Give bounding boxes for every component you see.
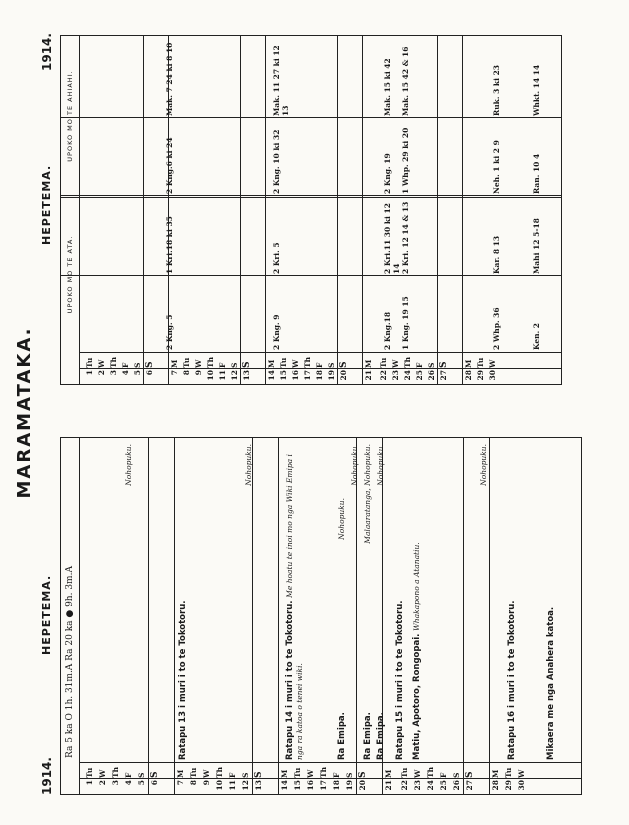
lesson-pm-1-day-13: 2 Kng. 10 ki 32 — [272, 129, 281, 194]
day-number: 20 — [339, 370, 348, 381]
year-left: 1914. — [40, 757, 54, 795]
weekday-letter: S — [137, 772, 146, 778]
divider — [79, 762, 581, 763]
week-rule — [148, 438, 149, 794]
day-number: 19 — [345, 780, 354, 791]
weekday-letter: Th — [109, 356, 118, 368]
weekday-letter: F — [415, 362, 424, 368]
weekday-letter: S — [254, 771, 264, 778]
lesson-am-1-day-20: 2 Kng.18 — [383, 311, 392, 350]
day-number: 17 — [303, 370, 312, 381]
day-number: 28 — [464, 370, 473, 381]
weekday-letter: Th — [215, 766, 224, 778]
divider — [61, 197, 561, 198]
weekday-letter: M — [364, 359, 373, 368]
lesson-pm-2-day-6: Mak. 7 24 ki 8 10 — [165, 42, 174, 116]
weekday-letter: Th — [111, 766, 120, 778]
weekday-letter: S — [345, 772, 354, 778]
year-right: 1914. — [40, 33, 54, 71]
divider — [61, 195, 561, 196]
lesson-am-2-day-13: 2 Kri. 5 — [272, 242, 281, 274]
day-number: 26 — [452, 780, 461, 791]
day-number: 12 — [241, 780, 250, 791]
day-number: 3 — [111, 780, 120, 786]
weekday-letter: Tu — [189, 767, 198, 778]
day-number: 22 — [400, 780, 409, 791]
weekday-letter: W — [98, 769, 107, 778]
weekday-letter: F — [439, 772, 448, 778]
day-number: 2 — [97, 370, 106, 376]
event-title: Ratapu 14 i muri i to te Tokotoru. — [285, 600, 295, 760]
day-number: 13 — [254, 780, 263, 791]
note-day-4: Nohopuku. — [124, 444, 133, 486]
weekday-letter: M — [464, 359, 473, 368]
weekday-letter: W — [391, 359, 400, 368]
lesson-pm-2-day-13: Mak. 11 27 ki 12 13 — [272, 45, 290, 116]
day-number: 23 — [391, 370, 400, 381]
lesson-pm-1-day-21: 1 Whp. 29 ki 20 — [401, 127, 410, 194]
lesson-pm-2-day-21: Mak. 15 42 & 16 — [401, 46, 410, 116]
weekday-letter: S — [452, 772, 461, 778]
day-number: 22 — [379, 370, 388, 381]
event-day-16: Ra Emipa. — [337, 712, 347, 760]
day-number: 10 — [215, 780, 224, 791]
weekday-letter: S — [150, 771, 160, 778]
lesson-pm-1-day-20: 2 Kng. 19 — [383, 153, 392, 194]
day-number: 4 — [124, 780, 133, 786]
weekday-letter: Tu — [504, 767, 513, 778]
weekday-letter: M — [280, 769, 289, 778]
lesson-pm-1-day-6: 2 Kng.6 ki 24 — [165, 137, 174, 194]
week-rule — [265, 36, 266, 384]
lesson-am-2-day-20: 2 Kri.11 30 ki 12 14 — [383, 203, 401, 274]
weekday-letter: S — [465, 771, 475, 778]
note-day-25: Nohopuku. — [479, 444, 488, 486]
day-number: 30 — [517, 780, 526, 791]
weekday-letter: S — [339, 361, 349, 368]
lesson-am-2-day-21: 2 Kri. 12 14 & 13 — [401, 201, 410, 274]
week-rule — [463, 438, 464, 794]
weekday-letter: S — [439, 361, 449, 368]
weekday-letter: M — [491, 769, 500, 778]
event-note: Whakapono a Atanatiu. — [412, 542, 421, 631]
weekday-letter: Tu — [85, 767, 94, 778]
weekday-letter: F — [124, 772, 133, 778]
event-day-6: Ratapu 13 i muri i to te Tokotoru. — [178, 600, 188, 760]
week-rule — [356, 438, 357, 794]
event-title: Matiu, Apotoro, Rongopai. — [412, 633, 422, 760]
note-day-11: Nohopuku. — [244, 444, 253, 486]
lesson-pm-2-day-29: Whkt. 14 14 — [532, 64, 541, 116]
event-day-20: Ratapu 15 i muri i to te Tokotoru. — [395, 600, 405, 760]
day-number: 23 — [413, 780, 422, 791]
weekday-letter: S — [242, 361, 252, 368]
day-number: 26 — [427, 370, 436, 381]
weekday-letter: M — [170, 359, 179, 368]
note-day-19: Nohopuku. — [376, 444, 385, 486]
weekday-letter: S — [327, 362, 336, 368]
weekday-letter: Tu — [400, 767, 409, 778]
weekday-letter: W — [291, 359, 300, 368]
weekday-letter: W — [517, 769, 526, 778]
day-number: 15 — [279, 370, 288, 381]
weekday-letter: F — [218, 362, 227, 368]
note-day-18: Malaaratanga, Nohopuku. — [363, 444, 372, 544]
day-number: 14 — [267, 370, 276, 381]
divider — [79, 368, 561, 369]
event-day-21 — [412, 442, 422, 760]
weekday-letter: S — [145, 361, 155, 368]
day-number: 18 — [315, 370, 324, 381]
day-number: 27 — [439, 370, 448, 381]
lessons-page-right — [60, 35, 562, 385]
day-number: 16 — [306, 780, 315, 791]
lesson-am-1-day-27: 2 Whp. 36 — [492, 307, 501, 350]
weekday-letter: Th — [426, 766, 435, 778]
day-number: 13 — [242, 370, 251, 381]
day-number: 19 — [327, 370, 336, 381]
lesson-am-1-day-21: 1 Kng. 19 15 — [401, 296, 410, 350]
weekday-letter: W — [202, 769, 211, 778]
day-number: 25 — [415, 370, 424, 381]
divider — [61, 117, 561, 118]
event-day-18: Ra Emipa. — [363, 712, 373, 760]
lesson-pm-2-day-20: Mak. 15 ki 42 — [383, 58, 392, 116]
lesson-am-2-day-6: 1 Kri.18 ki 35 — [165, 216, 174, 274]
day-number: 8 — [189, 780, 198, 786]
weekday-letter: S — [358, 771, 368, 778]
day-number: 21 — [384, 780, 393, 791]
header-rule — [79, 36, 80, 384]
weekday-letter: Tu — [379, 357, 388, 368]
month-right: HEPETEMA. — [40, 164, 53, 245]
weekday-letter: Tu — [85, 357, 94, 368]
day-number: 15 — [293, 780, 302, 791]
day-number: 11 — [228, 780, 237, 791]
week-rule — [462, 36, 463, 384]
day-number: 14 — [280, 780, 289, 791]
weekday-letter: W — [194, 359, 203, 368]
event-day-13 — [285, 442, 305, 760]
weekday-letter: Tu — [293, 767, 302, 778]
day-number: 8 — [182, 370, 191, 376]
weekday-letter: Th — [403, 356, 412, 368]
week-rule — [489, 438, 490, 794]
divider — [79, 778, 581, 779]
day-number: 3 — [109, 370, 118, 376]
weekday-letter: S — [241, 772, 250, 778]
day-number: 10 — [206, 370, 215, 381]
page-title: MARAMATAKA. — [14, 326, 35, 499]
week-rule — [252, 438, 253, 794]
day-number: 6 — [145, 370, 154, 376]
divider — [79, 352, 561, 353]
lesson-am-1-day-29: Ken. 2 — [532, 322, 541, 350]
weekday-letter: S — [230, 362, 239, 368]
week-rule — [174, 438, 175, 794]
calendar-page-left — [60, 437, 582, 795]
day-number: 30 — [488, 370, 497, 381]
day-number: 6 — [150, 780, 159, 786]
weekday-letter: M — [267, 359, 276, 368]
day-number: 17 — [319, 780, 328, 791]
event-day-19: Ra Emipa. — [376, 712, 386, 760]
weekday-letter: Th — [303, 356, 312, 368]
weekday-letter: F — [315, 362, 324, 368]
weekday-letter: W — [413, 769, 422, 778]
weekday-letter: Th — [319, 766, 328, 778]
day-number: 25 — [439, 780, 448, 791]
day-number: 21 — [364, 370, 373, 381]
weekday-letter: F — [228, 772, 237, 778]
weekday-letter: Th — [206, 356, 215, 368]
day-number: 5 — [137, 780, 146, 786]
week-rule — [143, 36, 144, 384]
note-day-17: Nohopuku. — [350, 444, 359, 486]
week-rule — [437, 36, 438, 384]
day-number: 29 — [476, 370, 485, 381]
day-number: 28 — [491, 780, 500, 791]
moon-phases: Ra 5 ka O 1h. 31m.A Ra 20 ka ● 9h. 3m.A — [61, 438, 80, 794]
day-number: 1 — [85, 370, 94, 376]
weekday-letter: F — [121, 362, 130, 368]
weekday-letter: F — [332, 772, 341, 778]
event-day-29: Mikaera me nga Anahera katoa. — [546, 606, 556, 760]
lesson-am-2-day-27: Kar. 8 13 — [492, 235, 501, 274]
week-rule — [278, 438, 279, 794]
day-number: 24 — [403, 370, 412, 381]
day-number: 7 — [170, 370, 179, 376]
weekday-letter: W — [488, 359, 497, 368]
weekday-letter: W — [306, 769, 315, 778]
lesson-pm-2-day-27: Ruk. 3 ki 23 — [492, 64, 501, 116]
day-number: 27 — [465, 780, 474, 791]
day-number: 16 — [291, 370, 300, 381]
weekday-letter: M — [384, 769, 393, 778]
weekday-letter: Tu — [182, 357, 191, 368]
week-rule — [240, 36, 241, 384]
day-number: 29 — [504, 780, 513, 791]
day-number: 12 — [230, 370, 239, 381]
note-day-16: Nohopuku. — [337, 498, 346, 540]
weekday-letter: S — [427, 362, 436, 368]
header-morning-lessons: UPOKO MO TE ATA. — [66, 235, 74, 314]
weekday-letter: Tu — [476, 357, 485, 368]
day-number: 1 — [85, 780, 94, 786]
month-left: HEPETEMA. — [40, 574, 53, 655]
day-number: 7 — [176, 780, 185, 786]
lesson-am-2-day-29: Mahi 12 5-18 — [532, 218, 541, 274]
week-rule — [337, 36, 338, 384]
weekday-letter: M — [176, 769, 185, 778]
week-rule — [362, 36, 363, 384]
weekday-letter: W — [97, 359, 106, 368]
day-number: 24 — [426, 780, 435, 791]
lesson-am-1-day-6: 2 Kng. 5 — [165, 314, 174, 350]
day-number: 9 — [202, 780, 211, 786]
day-number: 18 — [332, 780, 341, 791]
day-number: 4 — [121, 370, 130, 376]
day-number: 20 — [358, 780, 367, 791]
day-number: 5 — [133, 370, 142, 376]
day-number: 11 — [218, 370, 227, 381]
day-number: 9 — [194, 370, 203, 376]
day-number: 2 — [98, 780, 107, 786]
lesson-pm-1-day-29: Ran. 10 4 — [532, 153, 541, 194]
divider — [61, 275, 561, 276]
event-note: Me hoatu te inoi mo nga Wiki Emipa i nga ra katoa o tenei wiki. — [285, 454, 304, 760]
lesson-am-1-day-13: 2 Kng. 9 — [272, 314, 281, 350]
weekday-letter: Tu — [279, 357, 288, 368]
lesson-pm-1-day-27: Neh. 1 ki 2 9 — [492, 140, 501, 194]
weekday-letter: S — [133, 362, 142, 368]
event-day-27: Ratapu 16 i muri i to te Tokotoru. — [507, 600, 517, 760]
header-evening-lessons: UPOKO MO TE AHIAHI. — [66, 70, 74, 162]
